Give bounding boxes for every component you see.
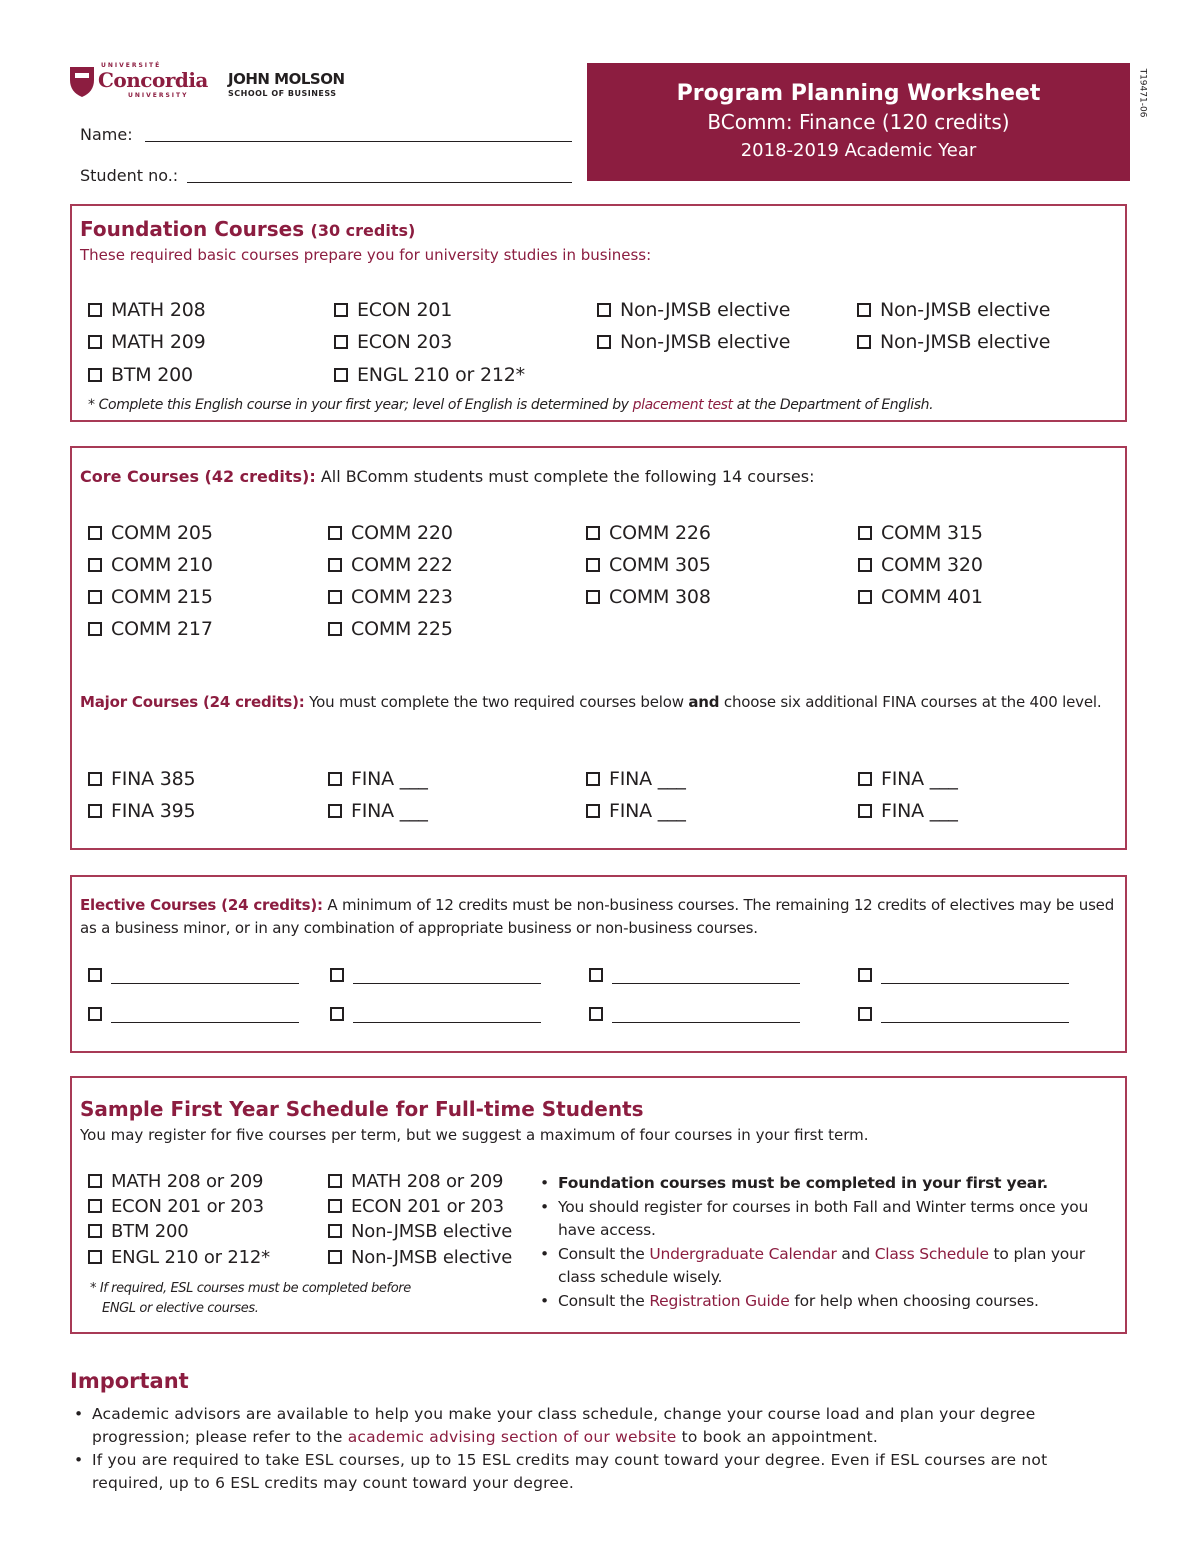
course-label: FINA ___ [881, 768, 958, 790]
checkbox-icon [858, 772, 872, 786]
course-checkbox[interactable] [328, 768, 428, 790]
tip-text: Foundation courses must be completed in your first year. [558, 1174, 1048, 1192]
checkbox-icon [586, 804, 600, 818]
course-checkbox[interactable] [88, 618, 213, 640]
checkbox-icon [334, 303, 348, 317]
checkbox-icon [858, 804, 872, 818]
checkbox-icon [88, 1007, 102, 1021]
course-checkbox[interactable] [858, 522, 983, 544]
molson-logo [228, 70, 368, 100]
course-label: BTM 200 [111, 1221, 189, 1242]
concordia-logo [68, 62, 208, 102]
course-label: ENGL 210 or 212* [357, 364, 525, 386]
course-checkbox[interactable] [88, 299, 206, 321]
checkbox-icon [88, 335, 102, 349]
course-checkbox[interactable] [858, 800, 958, 822]
tip-item [536, 1290, 1121, 1314]
concordia-name: Concordia [98, 68, 208, 92]
course-checkbox[interactable] [328, 554, 453, 576]
important-title: Important [70, 1369, 189, 1393]
course-checkbox[interactable] [88, 768, 195, 790]
important-text: Academic advisors are available to help you make your class schedule, change your course load and plan your degree progression; please refer to the [92, 1405, 1036, 1446]
course-label: FINA ___ [609, 800, 686, 822]
academic-advising-link[interactable]: academic advising section of our website [347, 1428, 677, 1446]
checkbox-icon [88, 558, 102, 572]
course-label: COMM 315 [881, 522, 983, 544]
note-text: at the Department of English. [732, 397, 934, 413]
tip-text: and [836, 1244, 875, 1263]
schedule-course[interactable] [328, 1247, 512, 1268]
esl-note [90, 1279, 411, 1319]
checkbox-icon [88, 804, 102, 818]
checkbox-icon [858, 968, 872, 982]
esl-note-line: ENGL or elective courses. [102, 1301, 259, 1316]
course-label: FINA 385 [111, 768, 196, 790]
elective-entry[interactable] [330, 964, 541, 986]
elective-intro: A minimum of 12 credits must be non-business courses. The remaining 12 credits of electives may be used as a business minor, or in any combination of appropriate business or non-business courses. [80, 896, 1115, 937]
course-label: COMM 222 [351, 554, 453, 576]
course-label: ECON 203 [357, 331, 453, 353]
checkbox-icon [328, 558, 342, 572]
foundation-intro: These required basic courses prepare you for university studies in business: [80, 246, 652, 264]
checkbox-icon [858, 526, 872, 540]
elective-blank[interactable] [353, 967, 541, 984]
course-checkbox[interactable] [586, 800, 686, 822]
elective-entry[interactable] [88, 1003, 299, 1025]
student-number-label: Student no.: [80, 166, 179, 185]
checkbox-icon [88, 772, 102, 786]
elective-blank[interactable] [111, 967, 299, 984]
tip-text: to plan your class schedule wisely. [558, 1244, 1085, 1286]
elective-blank[interactable] [881, 1006, 1069, 1023]
course-label: Non-JMSB elective [620, 299, 791, 321]
course-label: COMM 217 [111, 618, 213, 640]
major-intro: You must complete the two required courses below [304, 693, 689, 711]
elective-entry[interactable] [589, 964, 800, 986]
concordia-shield-icon [68, 64, 96, 98]
checkbox-icon [330, 968, 344, 982]
concordia-top-text: UNIVERSITÉ [101, 62, 162, 69]
course-label: COMM 308 [609, 586, 711, 608]
student-number-field[interactable] [187, 182, 572, 183]
checkbox-icon [586, 772, 600, 786]
checkbox-icon [328, 526, 342, 540]
checkbox-icon [88, 622, 102, 636]
note-text: * Complete this English course in your first year; level of English is determined by [88, 397, 633, 413]
checkbox-icon [858, 590, 872, 604]
course-label: COMM 226 [609, 522, 711, 544]
schedule-course[interactable] [328, 1221, 512, 1242]
checkbox-icon [597, 335, 611, 349]
course-label: ECON 201 or 203 [351, 1196, 504, 1217]
course-checkbox[interactable] [597, 299, 790, 321]
course-checkbox[interactable] [328, 586, 453, 608]
important-item [70, 1449, 1120, 1495]
course-checkbox[interactable] [88, 364, 193, 386]
course-checkbox[interactable] [858, 768, 958, 790]
molson-school: SCHOOL OF BUSINESS [228, 89, 337, 98]
program-name: BComm: Finance (120 credits) [707, 110, 1010, 134]
course-checkbox[interactable] [586, 522, 711, 544]
major-heading [80, 691, 1110, 714]
checkbox-icon [586, 526, 600, 540]
course-checkbox[interactable] [857, 331, 1050, 353]
major-intro: choose six additional FINA courses at the 400 level. [719, 693, 1102, 711]
tip-item [536, 1243, 1121, 1290]
elective-entry[interactable] [330, 1003, 541, 1025]
checkbox-icon [88, 526, 102, 540]
concordia-bottom-text: UNIVERSITY [128, 92, 189, 99]
foundation-title: Foundation Courses [80, 217, 305, 241]
course-label: Non-JMSB elective [620, 331, 791, 353]
worksheet-title: Program Planning Worksheet [676, 81, 1041, 106]
checkbox-icon [857, 335, 871, 349]
name-label: Name: [80, 125, 133, 144]
course-label: MATH 208 [111, 299, 206, 321]
course-label: FINA ___ [881, 800, 958, 822]
tip-text: You should register for courses in both Fall and Winter terms once you have access. [558, 1197, 1089, 1239]
checkbox-icon [88, 1199, 102, 1213]
elective-title: Elective Courses (24 credits): [80, 896, 323, 914]
checkbox-icon [88, 1250, 102, 1264]
tip-text: Consult the [558, 1244, 650, 1263]
class-schedule-link[interactable]: Class Schedule [874, 1244, 989, 1263]
checkbox-icon [586, 590, 600, 604]
checkbox-icon [334, 335, 348, 349]
esl-note-line: * If required, ESL courses must be completed before [90, 1281, 411, 1296]
course-label: COMM 220 [351, 522, 453, 544]
course-label: MATH 208 or 209 [111, 1171, 264, 1192]
foundation-note [88, 397, 933, 413]
course-label: COMM 225 [351, 618, 453, 640]
schedule-course[interactable] [328, 1171, 503, 1192]
schedule-course[interactable] [88, 1171, 263, 1192]
tip-text: Consult the [558, 1291, 650, 1310]
elective-blank[interactable] [111, 1006, 299, 1023]
elective-heading [80, 894, 1125, 940]
checkbox-icon [88, 368, 102, 382]
elective-blank[interactable] [612, 1006, 800, 1023]
important-list [70, 1403, 1120, 1495]
checkbox-icon [88, 590, 102, 604]
checkbox-icon [328, 1199, 342, 1213]
title-banner [587, 63, 1130, 181]
elective-entry[interactable] [88, 964, 299, 986]
schedule-course[interactable] [88, 1247, 270, 1268]
course-label: FINA ___ [351, 768, 428, 790]
course-label: COMM 210 [111, 554, 213, 576]
course-checkbox[interactable] [88, 800, 195, 822]
core-title: Core Courses (42 credits): [80, 467, 316, 486]
checkbox-icon [589, 1007, 603, 1021]
core-heading [80, 467, 815, 486]
course-checkbox[interactable] [334, 331, 452, 353]
molson-name: JOHN MOLSON [228, 70, 345, 88]
undergraduate-calendar-link[interactable]: Undergraduate Calendar [649, 1244, 837, 1263]
course-checkbox[interactable] [334, 364, 525, 386]
schedule-intro: You may register for five courses per term, but we suggest a maximum of four courses in your first term. [80, 1126, 869, 1144]
schedule-course[interactable] [328, 1196, 504, 1217]
checkbox-icon [330, 1007, 344, 1021]
elective-entry[interactable] [589, 1003, 800, 1025]
schedule-tips [536, 1172, 1121, 1313]
checkbox-icon [334, 368, 348, 382]
course-checkbox[interactable] [88, 586, 213, 608]
important-text: to book an appointment. [676, 1428, 879, 1446]
checkbox-icon [597, 303, 611, 317]
course-label: COMM 215 [111, 586, 213, 608]
checkbox-icon [589, 968, 603, 982]
course-checkbox[interactable] [858, 586, 983, 608]
course-checkbox[interactable] [857, 299, 1050, 321]
checkbox-icon [328, 772, 342, 786]
academic-year: 2018-2019 Academic Year [740, 140, 977, 161]
important-text: If you are required to take ESL courses, up to 15 ESL credits may count toward your degree. Even if ESL courses are not required, up to 6 ESL credits may count toward your degree. [92, 1451, 1048, 1492]
course-label: Non-JMSB elective [880, 331, 1051, 353]
course-label: COMM 223 [351, 586, 453, 608]
important-item [70, 1403, 1120, 1449]
course-label: MATH 209 [111, 331, 206, 353]
checkbox-icon [858, 1007, 872, 1021]
major-title: Major Courses (24 credits): [80, 693, 305, 711]
tip-text: for help when choosing courses. [789, 1291, 1039, 1310]
checkbox-icon [857, 303, 871, 317]
foundation-heading [80, 217, 415, 241]
checkbox-icon [858, 558, 872, 572]
major-intro-bold: and [688, 693, 720, 711]
course-label: ENGL 210 or 212* [111, 1247, 270, 1268]
core-intro: All BComm students must complete the following 14 courses: [315, 467, 815, 486]
elective-blank[interactable] [353, 1006, 541, 1023]
course-label: ECON 201 or 203 [111, 1196, 264, 1217]
course-label: FINA ___ [351, 800, 428, 822]
course-label: ECON 201 [357, 299, 453, 321]
course-checkbox[interactable] [334, 299, 452, 321]
course-checkbox[interactable] [328, 522, 453, 544]
checkbox-icon [328, 590, 342, 604]
course-checkbox[interactable] [586, 768, 686, 790]
course-label: COMM 401 [881, 586, 983, 608]
course-checkbox[interactable] [586, 554, 711, 576]
course-label: MATH 208 or 209 [351, 1171, 504, 1192]
checkbox-icon [328, 804, 342, 818]
course-checkbox[interactable] [858, 554, 983, 576]
course-label: COMM 320 [881, 554, 983, 576]
placement-test-link[interactable]: placement test [632, 397, 733, 413]
checkbox-icon [88, 1224, 102, 1238]
course-label: Non-JMSB elective [880, 299, 1051, 321]
course-checkbox[interactable] [328, 618, 453, 640]
elective-entry[interactable] [858, 1003, 1069, 1025]
foundation-credits: (30 credits) [310, 221, 416, 240]
course-checkbox[interactable] [328, 800, 428, 822]
course-label: Non-JMSB elective [351, 1221, 513, 1242]
course-label: FINA 395 [111, 800, 196, 822]
checkbox-icon [88, 303, 102, 317]
course-checkbox[interactable] [586, 586, 711, 608]
tip-item [536, 1172, 1121, 1196]
checkbox-icon [328, 1250, 342, 1264]
course-label: COMM 205 [111, 522, 213, 544]
course-checkbox[interactable] [88, 554, 213, 576]
name-field[interactable] [145, 141, 572, 142]
elective-entry[interactable] [858, 964, 1069, 986]
checkbox-icon [586, 558, 600, 572]
course-label: FINA ___ [609, 768, 686, 790]
checkbox-icon [328, 1224, 342, 1238]
checkbox-icon [328, 1174, 342, 1188]
elective-blank[interactable] [881, 967, 1069, 984]
tip-item [536, 1196, 1121, 1243]
checkbox-icon [88, 968, 102, 982]
checkbox-icon [328, 622, 342, 636]
schedule-course[interactable] [88, 1221, 189, 1242]
registration-guide-link[interactable]: Registration Guide [649, 1291, 790, 1310]
course-label: COMM 305 [609, 554, 711, 576]
schedule-title: Sample First Year Schedule for Full-time Students [80, 1097, 644, 1121]
course-checkbox[interactable] [88, 331, 206, 353]
checkbox-icon [88, 1174, 102, 1188]
form-code: T19471-06 [1137, 68, 1148, 118]
course-label: Non-JMSB elective [351, 1247, 513, 1268]
elective-blank[interactable] [612, 967, 800, 984]
schedule-course[interactable] [88, 1196, 264, 1217]
course-label: BTM 200 [111, 364, 193, 386]
course-checkbox[interactable] [597, 331, 790, 353]
course-checkbox[interactable] [88, 522, 213, 544]
